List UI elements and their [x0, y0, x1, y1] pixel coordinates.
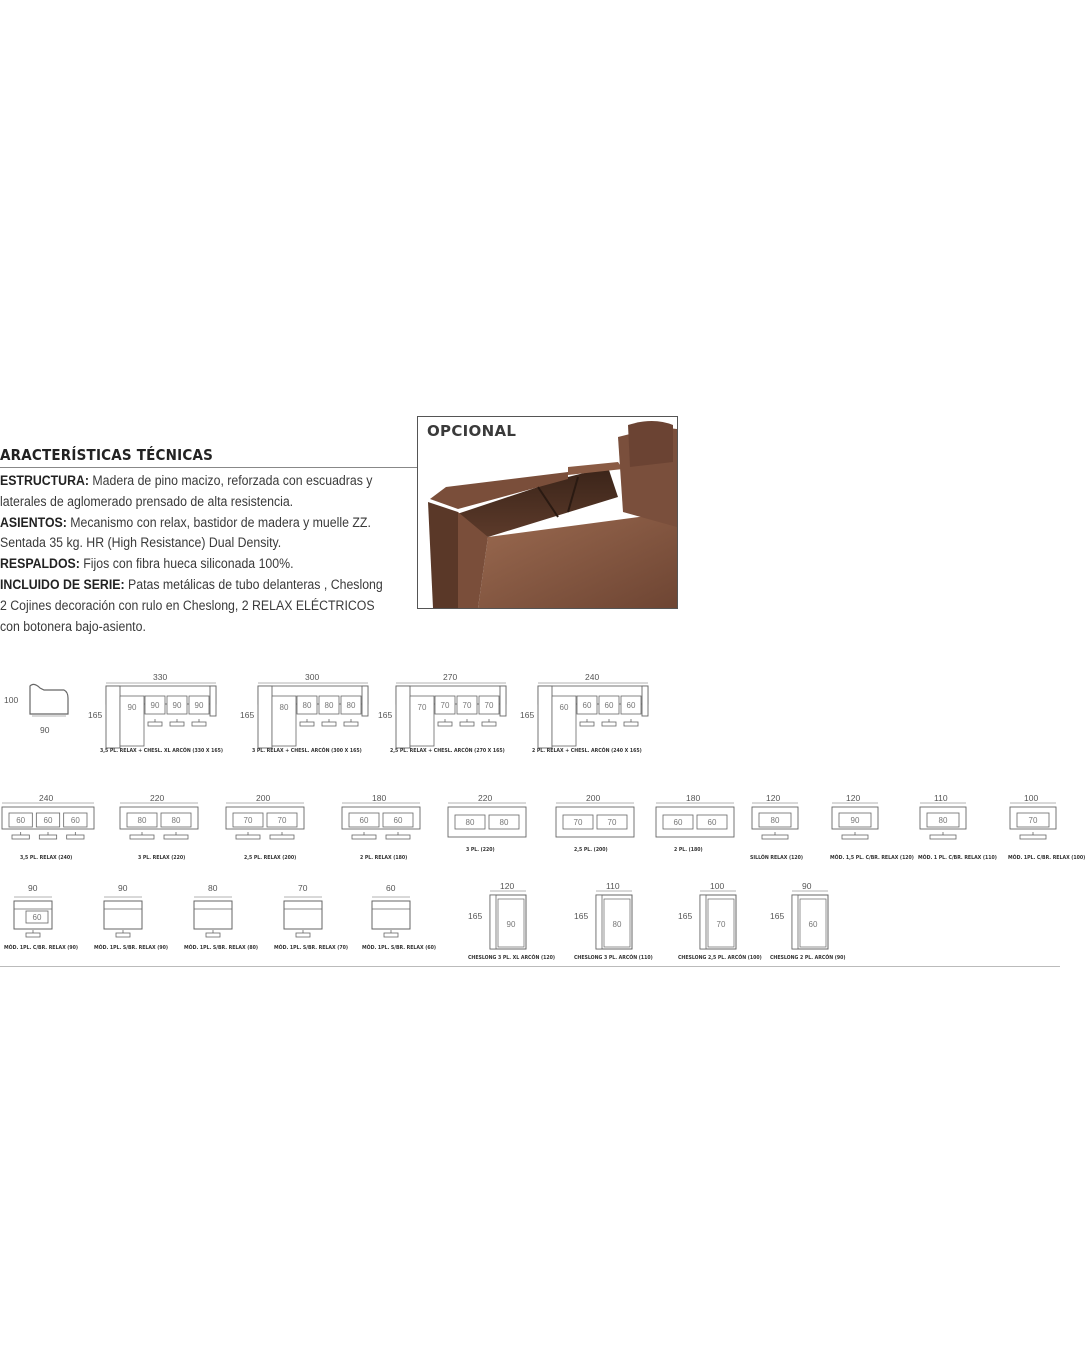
config-caption: CHESLONG 3 PL. XL ARCÓN (120): [468, 955, 555, 961]
config-caption: 3 PL. (220): [466, 847, 495, 853]
chaise-seat-label: 70: [417, 703, 427, 712]
width-label: 180: [686, 793, 701, 803]
config-single: [830, 795, 884, 855]
seat-width-label: 70: [440, 701, 450, 710]
chaise-seat-label: 60: [559, 703, 569, 712]
width-label: 100: [1024, 793, 1039, 803]
sofa-storage-photo: [418, 417, 677, 608]
width-label: 270: [443, 672, 458, 682]
cheslong-arm: [490, 895, 496, 949]
seat-width-label: 60: [626, 701, 636, 710]
spec-line: laterales de aglomerado prensado de alta resistencia.: [0, 493, 294, 509]
seat-width-label: 60: [673, 818, 683, 827]
config-caption: MÓD. 1PL. S/BR. RELAX (80): [184, 945, 258, 951]
config-relax: [340, 795, 426, 855]
chaise-arm: [538, 686, 552, 748]
cheslong-arm: [792, 895, 798, 949]
depth-label: 165: [240, 710, 255, 720]
spec-line: RESPALDOS: Fijos con fibra hueca siliconada 100%.: [0, 556, 294, 572]
footrest: [170, 722, 184, 726]
spec-line: ESTRUCTURA: Madera de pino macizo, reforzada con escuadras y: [0, 473, 373, 488]
sofa-diagram: [224, 795, 310, 855]
seat-width-label: 90: [150, 701, 160, 710]
config-caption: MÓD. 1PL. C/BR. RELAX (100): [1008, 855, 1085, 861]
depth-label: 165: [574, 911, 589, 921]
footrest: [236, 835, 260, 839]
chaise-diagram: [378, 676, 518, 758]
config-caption: CHESLONG 2,5 PL. ARCÓN (100): [678, 955, 762, 961]
footrest: [842, 835, 868, 839]
config-fixed: [654, 795, 740, 855]
footrest: [352, 835, 376, 839]
config-single: [1008, 795, 1062, 855]
width-label: 90: [28, 883, 38, 893]
config-module: [368, 885, 418, 945]
config-caption: CHESLONG 3 PL. ARCÓN (110): [574, 955, 653, 961]
footrest: [12, 835, 29, 839]
seat-width-label: 60: [808, 920, 818, 929]
footrest: [344, 722, 358, 726]
width-label: 70: [298, 883, 308, 893]
depth-label: 165: [378, 710, 393, 720]
module-diagram: [100, 885, 150, 945]
seat-width-label: 90: [194, 701, 204, 710]
height-label: 100: [4, 695, 19, 705]
config-caption: MÓD. 1,5 PL. C/BR. RELAX (120): [830, 855, 914, 861]
seat-width-label: 70: [484, 701, 494, 710]
right-arm: [642, 686, 648, 716]
width-label: 330: [153, 672, 168, 682]
seat-width-label: 60: [707, 818, 717, 827]
config-relax: [0, 795, 100, 855]
config-caption: CHESLONG 2 PL. ARCÓN (90): [770, 955, 846, 961]
config-caption: 2 PL. (180): [674, 847, 703, 853]
chaise-arm: [258, 686, 272, 748]
config-relax: [224, 795, 310, 855]
config-chaise: [378, 676, 518, 758]
seat-width-label: 70: [573, 818, 583, 827]
width-label: 180: [372, 793, 387, 803]
width-label: 200: [256, 793, 271, 803]
seat-width-label: 60: [43, 816, 53, 825]
footrest: [386, 835, 410, 839]
seat-width-label: 70: [243, 816, 253, 825]
seat-width-label: 60: [604, 701, 614, 710]
seat-width-label: 80: [770, 816, 780, 825]
chaise-seat-label: 90: [127, 703, 137, 712]
width-label: 220: [478, 793, 493, 803]
width-label: 200: [586, 793, 601, 803]
footrest: [206, 933, 220, 937]
config-caption: 3,5 PL. RELAX (240): [20, 855, 73, 861]
chaise-arm: [396, 686, 410, 748]
module-outline: [284, 901, 322, 929]
sofa-diagram: [918, 795, 972, 855]
config-fixed: [446, 795, 532, 855]
seat-width-label: 90: [172, 701, 182, 710]
cheslong-arm: [596, 895, 602, 949]
config-caption: 3 PL. RELAX (220): [138, 855, 186, 861]
config-chaise: [88, 676, 228, 758]
footrest: [930, 835, 956, 839]
width-label: 110: [606, 881, 620, 891]
seat-width-label: 60: [16, 816, 26, 825]
config-caption: 2 PL. RELAX + CHESL. ARCÓN (240 X 165): [532, 748, 642, 754]
sofa-diagram: [118, 795, 204, 855]
seat-width-label: 90: [506, 920, 516, 929]
config-caption: MÓD. 1 PL. C/BR. RELAX (110): [918, 855, 997, 861]
config-single: [750, 795, 804, 855]
config-fixed: [554, 795, 640, 855]
sofa-diagram: [1008, 795, 1062, 855]
width-label: 90: [40, 725, 50, 735]
module-diagram: [190, 885, 240, 945]
seat-width-label: 80: [137, 816, 147, 825]
seat-width-label: 80: [465, 818, 475, 827]
config-caption: MÓD. 1PL. C/BR. RELAX (90): [4, 945, 79, 951]
spec-line: INCLUIDO DE SERIE: Patas metálicas de tubo delanteras , Cheslong: [0, 576, 383, 592]
footrest: [482, 722, 496, 726]
seat-width-label: 80: [938, 816, 948, 825]
right-arm: [500, 686, 506, 716]
footrest: [1020, 835, 1046, 839]
side-profile: [4, 680, 74, 730]
config-module: [100, 885, 150, 945]
depth-label: 165: [88, 710, 103, 720]
sofa-diagram: [554, 795, 640, 855]
width-label: 120: [766, 793, 781, 803]
footrest: [438, 722, 452, 726]
config-chaise: [240, 676, 380, 758]
footrest: [67, 835, 84, 839]
footrest: [602, 722, 616, 726]
seat-width-label: 60: [582, 701, 592, 710]
seat-width-label: 80: [171, 816, 181, 825]
width-label: 220: [150, 793, 165, 803]
config-caption: 3,5 PL. RELAX + CHESL. XL ARCÓN (330 X 165): [100, 748, 223, 754]
config-caption: MÓD. 1PL. S/BR. RELAX (90): [94, 945, 168, 951]
seat-width-label: 80: [612, 920, 622, 929]
spec-line: con botonera bajo-asiento.: [0, 618, 146, 634]
seat-width-label: 70: [716, 920, 726, 929]
chaise-seat-label: 80: [279, 703, 289, 712]
config-relax: [118, 795, 204, 855]
chaise-diagram: [240, 676, 380, 758]
divider: [0, 966, 1060, 967]
width-label: 240: [585, 672, 600, 682]
seat-width-label: 60: [393, 816, 403, 825]
footrest: [26, 933, 40, 937]
width-label: 120: [846, 793, 861, 803]
module-outline: [372, 901, 410, 929]
specs-body: [0, 471, 386, 637]
footrest: [192, 722, 206, 726]
spec-line: ASIENTOS: Mecanismo con relax, bastidor de madera y muelle ZZ.: [0, 514, 371, 530]
footrest: [116, 933, 130, 937]
seat-width-label: 60: [359, 816, 369, 825]
chaise-diagram: [88, 676, 228, 758]
config-caption: MÓD. 1PL. S/BR. RELAX (70): [274, 945, 348, 951]
right-arm: [210, 686, 216, 716]
config-caption: 2 PL. RELAX (180): [360, 855, 408, 861]
width-label: 120: [500, 881, 515, 891]
config-caption: MÓD. 1PL. S/BR. RELAX (60): [362, 945, 436, 951]
footrest: [296, 933, 310, 937]
cheslong-arm: [700, 895, 706, 949]
config-side: [4, 680, 74, 730]
optional-label: OPCIONAL: [427, 422, 517, 440]
seat-width-label: 70: [607, 818, 617, 827]
depth-label: 165: [770, 911, 785, 921]
module-diagram: [10, 885, 60, 945]
width-label: 90: [802, 881, 812, 891]
specs-title: ARACTERÍSTICAS TÉCNICAS: [0, 446, 418, 468]
depth-label: 165: [678, 911, 693, 921]
sofa-diagram: [0, 795, 100, 855]
sofa-diagram: [446, 795, 532, 855]
seat-width-label: 70: [277, 816, 287, 825]
side-outline: [30, 684, 68, 714]
width-label: 100: [710, 881, 725, 891]
seat-width-label: 80: [346, 701, 356, 710]
footrest: [384, 933, 398, 937]
footrest: [130, 835, 154, 839]
chaise-diagram: [520, 676, 660, 758]
depth-label: 165: [520, 710, 535, 720]
footrest: [270, 835, 294, 839]
sofa-diagram: [340, 795, 426, 855]
module-diagram: [368, 885, 418, 945]
depth-label: 165: [468, 911, 483, 921]
footrest: [164, 835, 188, 839]
config-caption: 2,5 PL. RELAX (200): [244, 855, 297, 861]
spec-line: Sentada 35 kg. HR (High Resistance) Dual Density.: [0, 535, 282, 551]
config-caption: SILLÓN RELAX (120): [750, 855, 803, 861]
config-module: [280, 885, 330, 945]
sofa-diagram: [654, 795, 740, 855]
config-module: [190, 885, 240, 945]
technical-specs: [0, 446, 420, 637]
width-label: 240: [39, 793, 54, 803]
module-diagram: [280, 885, 330, 945]
sofa-diagram: [750, 795, 804, 855]
config-module: [10, 885, 60, 945]
seat-width-label: 70: [1028, 816, 1038, 825]
config-chaise: [520, 676, 660, 758]
seat-width-label: 80: [324, 701, 334, 710]
seat-width-label: 80: [499, 818, 509, 827]
config-single: [918, 795, 972, 855]
width-label: 80: [208, 883, 218, 893]
seat-width-label: 80: [302, 701, 312, 710]
seat-width-label: 70: [462, 701, 472, 710]
footrest: [460, 722, 474, 726]
width-label: 110: [934, 793, 948, 803]
width-label: 300: [305, 672, 320, 682]
footrest: [148, 722, 162, 726]
footrest: [762, 835, 788, 839]
config-caption: 2,5 PL. RELAX + CHESL. ARCÓN (270 X 165): [390, 748, 505, 754]
footrest: [300, 722, 314, 726]
seat-width-label: 60: [32, 913, 42, 922]
seat-width-label: 60: [70, 816, 80, 825]
config-caption: 3 PL. RELAX + CHESL. ARCÓN (300 X 165): [252, 748, 362, 754]
sofa-diagram: [830, 795, 884, 855]
width-label: 60: [386, 883, 396, 893]
footrest: [624, 722, 638, 726]
chaise-arm: [106, 686, 120, 748]
config-caption: 2,5 PL. (200): [574, 847, 608, 853]
module-outline: [104, 901, 142, 929]
footrest: [322, 722, 336, 726]
footrest: [39, 835, 56, 839]
optional-photo: [417, 416, 678, 609]
module-outline: [194, 901, 232, 929]
width-label: 90: [118, 883, 128, 893]
spec-line: 2 Cojines decoración con rulo en Cheslong, 2 RELAX ELÉCTRICOS: [0, 597, 375, 613]
seat-width-label: 90: [850, 816, 860, 825]
footrest: [580, 722, 594, 726]
right-arm: [362, 686, 368, 716]
